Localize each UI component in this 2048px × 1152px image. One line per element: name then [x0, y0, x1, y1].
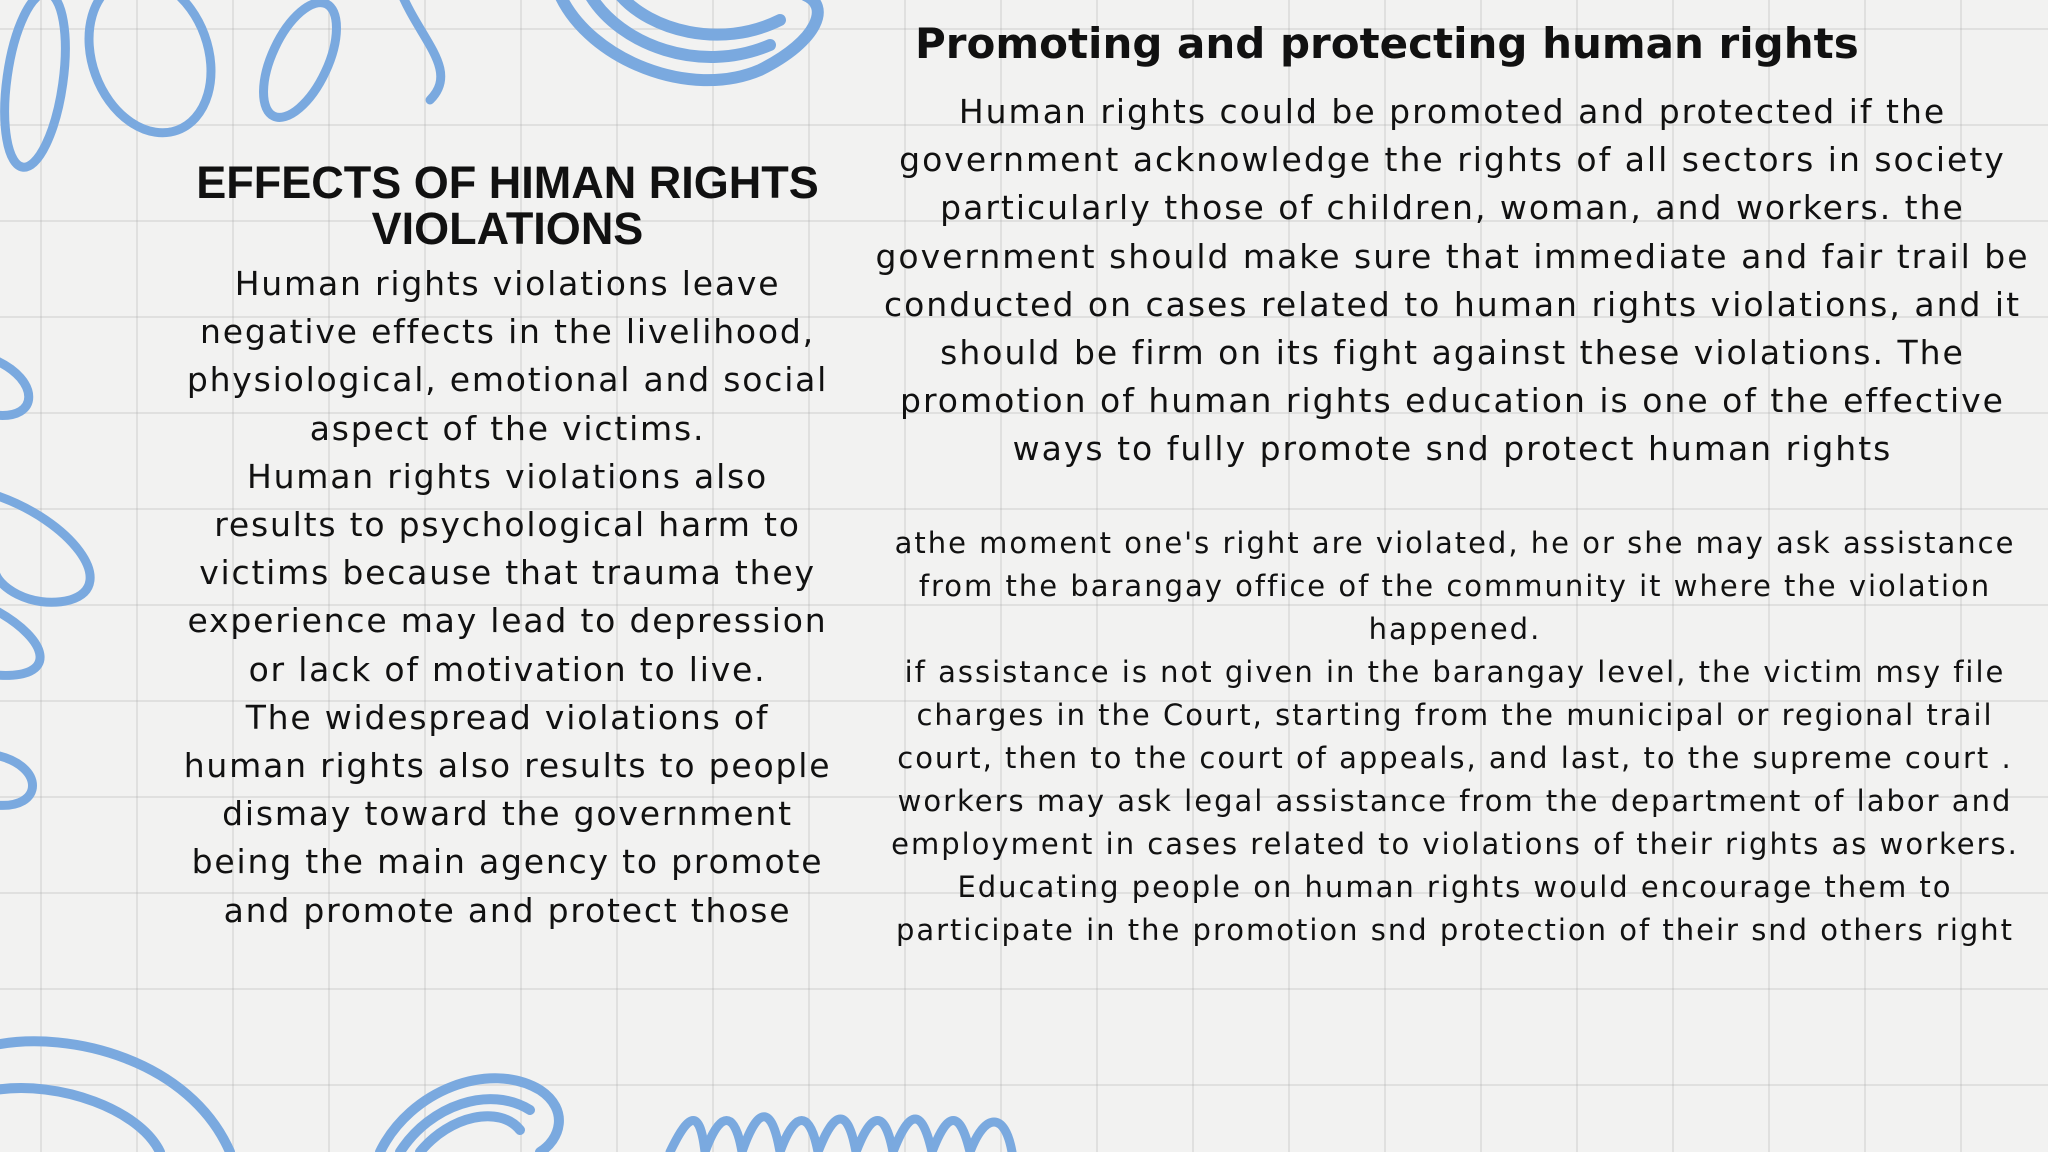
left-edge-loop [0, 495, 90, 602]
assistance-step: athe moment one's right are violated, he or she may ask assistance from the barangay office of the community it where the violation happened. [894, 526, 2016, 646]
top-left-stroke [400, 0, 441, 100]
bottom-zigzag [670, 1117, 1012, 1152]
top-left-loop [0, 0, 75, 171]
top-scribble [560, 0, 818, 80]
bottom-scribble [380, 1078, 559, 1152]
top-left-loop [68, 0, 232, 150]
promoting-intro [875, 88, 2030, 474]
left-edge-loop [0, 610, 40, 675]
bottom-left-arc [0, 1041, 230, 1152]
bottom-left-arc [0, 1088, 160, 1152]
effects-paragraph: Human rights violations also results to psychological harm to victims because that trauma they experience may lead to depression or lack of motivation to live. [187, 456, 828, 689]
effects-section [180, 157, 835, 935]
assistance-step: workers may ask legal assistance from the department of labor and employment in cases related to violations of their rights as workers. [891, 784, 2019, 861]
promoting-title: Promoting and protecting human rights [915, 19, 1859, 68]
effects-paragraph: The widespread violations of human rights also results to people dismay toward the government being the main agency to promote and promote and protect those [183, 697, 832, 930]
top-left-loop [248, 0, 351, 128]
left-edge-loop [0, 755, 33, 805]
assistance-step: Educating people on human rights would encourage them to participate in the promotion snd protection of their snd others right [895, 870, 2015, 947]
left-edge-loop [0, 360, 29, 415]
promoting-intro-paragraph: Human rights could be promoted and protected if the government acknowledge the rights of all sectors in society particularly those of children, woman, and workers. the government should make sure that immediate and fair trail be conducted on cases related to human rights violations, and it should be firm on its fight against these violations. The promotion of human rights education is one of the effective ways to fully promote snd protect human rights [875, 92, 2030, 469]
effects-paragraph: Human rights violations leave negative effects in the livelihood, physiological, emotional and social aspect of the victims. [186, 264, 829, 448]
assistance-step: if assistance is not given in the barangay level, the victim msy file charges in the Court, starting from the municipal or regional trail court, then to the court of appeals, and last, to the supreme court . [897, 655, 2013, 775]
assistance-steps [875, 522, 2035, 952]
effects-title: EFFECTS OF HIMAN RIGHTS VIOLATIONS [196, 157, 819, 254]
effects-body [180, 260, 835, 935]
